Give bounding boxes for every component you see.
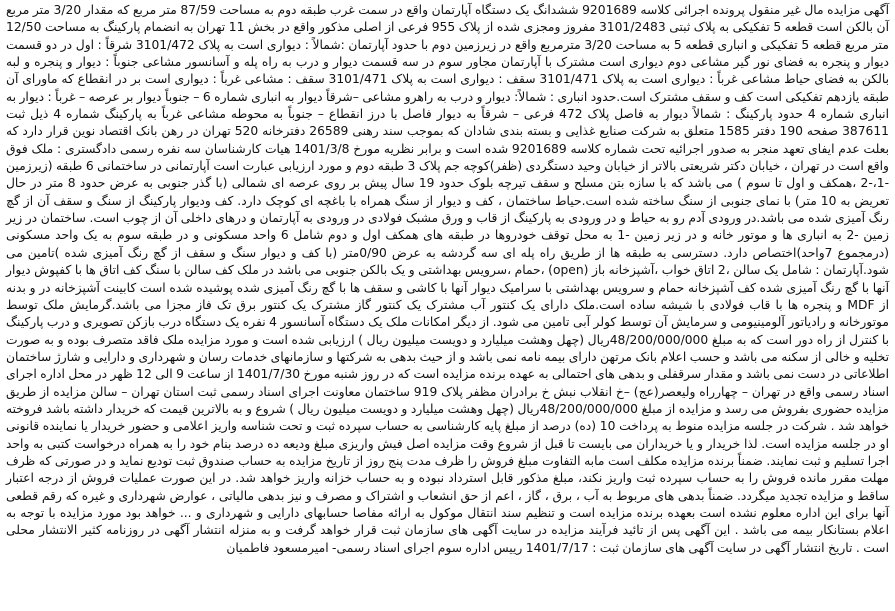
auction-notice-text: آگهی مزایده مال غیر منقول پرونده اجرائی کلاسه 9201689 ششدانگ یک دستگاه آپارتمان واقع در سمت غرب طبقه دوم به مساحت 87/59 متر مربع که مقدار 3/20 متر مربع آن بالکن است قطعه 5 تفکیکی به پلاک ثبتی 3101/2483 مفروز ومجزی شده از پلاک 955 فرعی از اصلی مذکور واقع در بخش 11 تهران به انضمام پارکینگ به مساحت 12/50 متر مربع قطعه 5 تفکیکی و انباری قطعه 5 به مساحت 3/20 مترمربع واقع در زیرزمین دوم با حدود آپارتمان :شمالاً : دیواری است به پلاک 3101/472 شرقاً : اول در دو قسمت دیوار و پنجره به فضای نور گیر مشاعی دوم دیواری است مشترک با آپارتمان مجاور سوم در سه قسمت دیوار و درب به راه پله و آسانسور مشاعی جنوباً : دیوار و پنجره و لبه بالکن به فضای حیاط مشاعی غرباً : دیواری است به پلاک 3101/471 سقف : دیواری است به پلاک 3101/471 سقف : مشاعی غرباً : دیواری است بر در انقطاع که ماورای آن طبقه یازدهم تفکیکی است کف و سقف مشترک است.حدود انباری : شمالاً: دیوار و درب به راهرو مشاعی –شرقاً دیوار به انباری شماره 6 – جنوباً دیوار بر عرصه – غرباً : دیوار به انباری شماره 4 حدود پارکینگ : شمالاً دیوار به فاصل پلاک 472 فرعی – شرقاً به دیوار فاصل با درز انقطاع – جنوباً به محوطه مشاعی غرباً به پارکینگ شماره 4 ذیل ثبت 387611 صفحه 190 دفتر 1585 متعلق به شرکت صنایع غذایی و بسته بندی شادان که بموجب سند رهنی 26589 دفترخانه 520 تهران در رهن بانک اقتصاد نوین قرار دارد که بعلت عدم ایفای تعهد منجر به صدور اجرائیه تحت شماره کلاسه 9201689 شده است و برابر نظریه مورخ 1401/3/8 هیات کارشناسان سه نفره رسمی دادگستری : ملک فوق واقع است در تهران ، خیابان دکتر شریعتی بالاتر از خیابان وحید دستگردی (ظفر)کوچه جم پلاک 3 طبقه دوم و مورد ارزیابی عبارت است آپارتمانی در ساختمانی 6 طبقه (زیرزمین -1،-2 ،همکف و اول تا سوم ) می باشد که با سازه بتن مسلح و سقف تیرچه بلوک حدود 19 سال پیش بر روی عرصه ای شمالی (با گذر جنوبی به عرض حدود 8 متر در حال تعریض به 10 متر) با نمای جنوبی از سنگ ساخته شده است.حیاط ساختمان ، کف و دیوار از سنگ همراه با باغچه ای کوچک دارد. کف ودیوار پارکینگ از سنگ و سقف آن از گچ رنگ آمیزی شده می باشد.در ورودی آدم رو به حیاط و در ورودی به پارکینگ از قاب و ورق مشبک فولادی در ورودی به آپارتمان و درهای داخلی آن از چوب است. ساختمان در زیر زمین -2 به انباری ها و موتور خانه و در زیر زمین -1 به محل توقف خودروها در طبقه های همکف اول و دوم شامل 6 واحد مسکونی و در طبقه سوم به یک واحد مسکونی (درمجموع 7واحد)اختصاص دارد. دسترسی به طبقه ها از طریق راه پله ای سه گردشه به عرض 0/90متر (با کف و دیوار سنگ و سقف از گچ رنگ آمیزی شده )تامین می شود.آپارتمان : شامل یک سالن ،2 اتاق خواب ،آشپزخانه باز (open) ،حمام ،سرویس بهداشتی و یک بالکن جنوبی می باشد در ملک کف سالن با سنگ کف اتاق ها با کفپوش دیوار آنها با گچ رنگ آمیزی شده کف آشپزخانه حمام و سرویس بهداشتی با سرامیک دیوار آنها با کاشی و سقف ها با گچ رنگ آمیزی شده پوشیده شده است کابینت آشپزخانه در و بدنه از MDF و پنجره ها با قاب فولادی با شیشه ساده است.ملک دارای یک کنتور آب مشترک یک کنتور گاز مشترک یک کنتور برق تک فاز مجزا می باشد.گرمایش ملک توسط موتورخانه و رادیاتور آلومینیومی و سرمایش آن توسط کولر آبی تامین می شود. از دیگر امکانات ملک یک دستگاه آسانسور 4 نفره یک دستگاه درب بازکن تصویری و درب پارکینگ با کنترل از راه دور است که به مبلغ 48/200/000/000ریال (چهل وهشت میلیارد و دویست میلیون ریال ) ارزیابی شده است و مورد مزایده ملک فاقد متصرف بوده و به صورت تخلیه و خالی از سکنه می باشد و حسب اعلام بانک مرتهن دارای بیمه نامه نمی باشد و از حیث بدهی به شرکتها و سازمانهای خدمات رسان و شهرداری و دارایی و شارژ ساختمان اطلاعاتی در دست نمی باشد و مقدار سرقفلی و بدهی های احتمالی به عهده برنده مزایده است که در روز شنبه مورخ 1401/7/30 از ساعت 9 الی 12 ظهر در محل اداره اجرای اسناد رسمی واقع در تهران – چهارراه ولیعصر(عج) –خ انقلاب نبش خ برادران مظفر پلاک 919 ساختمان معاونت اجرای اسناد رسمی ثبت استان تهران – سالن مزایده از طریق مزایده حضوری بفروش می رسد و مزایده از مبلغ 48/200/000/000ریال (چهل وهشت میلیارد و دویست میلیون ریال ) شروع و به بالاترین قیمت که خریدار داشته باشد فروخته خواهد شد . شرکت در جلسه مزایده منوط به پرداخت 10 (ده) درصد از مبلغ پایه کارشناسی به حساب سپرده ثبت و تحت شناسه واریز اعلامی و حضور خریدار یا نماینده قانونی او در جلسه مزایده است. لذا خریدار و یا خریداران می بایست تا قبل از شروع وقت مزایده اصل فیش واریزی مبلغ ودیعه ده درصد بنام خود را به همراه درخواست کتبی به واحد اجرا تسلیم و ثبت نمایند. ضمناً برنده مزایده مکلف است مابه التفاوت مبلغ فروش را ظرف مدت پنج روز از تاریخ مزایده به حساب صندوق ثبت تودیع نماید و در صورتی که ظرف مهلت مقرر مانده فروش را به حساب سپرده ثبت واریز نکند، مبلغ مذکور قابل استرداد نبوده و به حساب خزانه واریز خواهد شد. در این صورت عملیات فروش از درجه اعتبار ساقط و مزایده تجدید میگردد. ضمناً بدهی های مربوط به آب ، برق ، گاز ، اعم از حق انشعاب و اشتراک و مصرف و نیز بدهی مالیاتی ، عوارض شهرداری و غیره که رقم قطعی آنها برای این اداره معلوم نشده است بعهده برنده مزایده است و تنظیم سند انتقال موکول به ارائه مفاصا حسابهای دارایی و شهرداری و ... خواهد بود مورد مزایده با توجه به اعلام بستانکار بیمه می باشد . این آگهی پس از تائید فرآیند مزایده در سایت آگهی های سازمان ثبت قرار خواهد گرفت و به منزله انتشار آگهی در روزنامه کثیر الانتشار محلی است . تاریخ انتشار آگهی در سایت آگهی های سازمان ثبت : 1401/7/17 رییس اداره سوم اجرای اسناد رسمی- امیرمسعود فاطمیان bbox=[6, 3, 890, 555]
